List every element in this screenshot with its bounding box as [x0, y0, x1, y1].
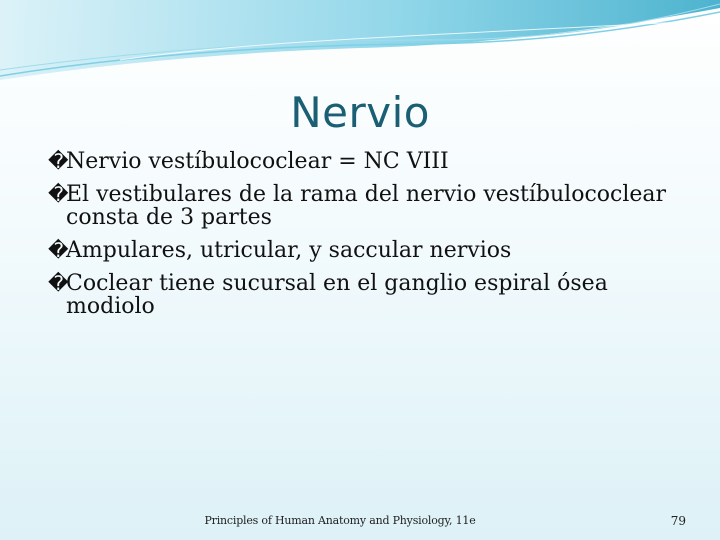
bullet-marker-icon: � — [48, 271, 69, 295]
bullet-item — [48, 272, 688, 318]
bullet-text: Ampulares, utricular, y saccular nervios — [66, 238, 512, 263]
page-number: 79 — [670, 514, 686, 528]
bullet-text: Coclear tiene sucursal en el ganglio espiral ósea modiolo — [66, 271, 608, 319]
bullet-marker-icon: � — [48, 149, 69, 173]
bullet-marker-icon: � — [48, 182, 69, 206]
slide-title: Nervio — [290, 88, 430, 137]
bullet-item — [48, 150, 688, 173]
footer-source: Principles of Human Anatomy and Physiology, 11e — [204, 514, 476, 527]
bullet-item — [48, 239, 688, 262]
bullet-marker-icon: � — [48, 238, 69, 262]
bullet-text: El vestibulares de la rama del nervio vestíbulococlear consta de 3 partes — [66, 182, 667, 230]
header-wave-decoration — [0, 0, 720, 95]
bullet-list — [48, 150, 688, 328]
bullet-item — [48, 183, 688, 229]
bullet-text: Nervio vestíbulococlear = NC VIII — [66, 149, 449, 174]
